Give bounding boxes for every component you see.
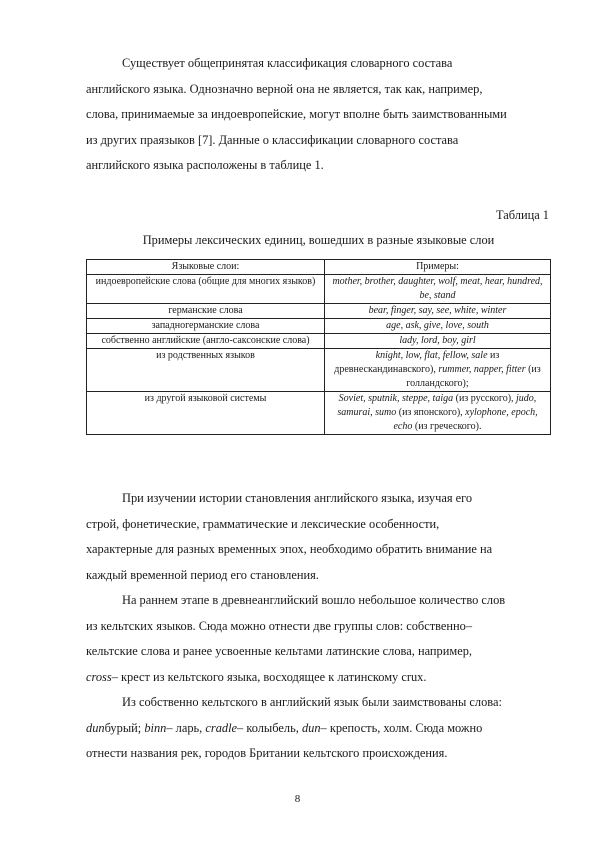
- column-header-layers: Языковые слои:: [87, 260, 325, 275]
- table-row: [87, 392, 551, 435]
- column-header-examples: Примеры:: [325, 260, 551, 275]
- text-line: характерные для разных временных эпох, необходимо обратить внимание на: [86, 542, 493, 557]
- source-language: из древнескандинавского),: [334, 350, 500, 375]
- text-line: При изучении истории становления английского языка, изучая его: [122, 491, 473, 505]
- table-row: [87, 275, 551, 304]
- text-line: слова, принимаемые за индоевропейские, могут вполне быть заимствованными: [86, 107, 507, 122]
- table-header-row: [87, 260, 551, 275]
- table-row: [87, 319, 551, 334]
- layer-cell: из другой языковой системы: [87, 392, 325, 435]
- page-number: 8: [294, 793, 301, 805]
- example-word: binn: [144, 720, 167, 735]
- text-line: английского языка расположены в таблице 1.: [86, 158, 324, 173]
- example-words: judo, samurai, sumo: [337, 393, 537, 418]
- examples-cell: bear, finger, say, see, white, winter: [325, 304, 551, 319]
- text-fragment: – крепость, холм. Сюда можно: [320, 720, 483, 735]
- intro-paragraph: [86, 51, 551, 179]
- examples-cell: age, ask, give, love, south: [325, 319, 551, 334]
- text-line: английского языка. Однозначно верной она не является, так как, например,: [86, 81, 483, 96]
- celtic-paragraph: [86, 588, 551, 690]
- example-words: xylophone, epoch, echo: [393, 407, 538, 432]
- example-words: knight, low, flat, fellow, sale: [375, 350, 488, 361]
- text-fragment: бурый;: [104, 720, 145, 735]
- text-fragment: – ларь,: [166, 720, 206, 735]
- text-line: [86, 716, 551, 742]
- source-language: (из японского),: [396, 407, 466, 418]
- text-fragment: – колыбель,: [237, 720, 302, 735]
- source-language: (из русского),: [453, 393, 517, 404]
- text-line: Из собственно кельтского в английский язык были заимствованы слова:: [122, 695, 502, 709]
- vocabulary-layers-table: [86, 259, 551, 435]
- example-word: cross: [86, 669, 112, 684]
- layer-cell: из родственных языков: [87, 349, 325, 392]
- text-fragment: – крест из кельтского языка, восходящее к латинскому crux.: [111, 669, 427, 684]
- table-label: Таблица 1: [496, 208, 549, 222]
- text-line: из других праязыков [7]. Данные о классификации словарного состава: [86, 132, 459, 147]
- table-row: [87, 304, 551, 319]
- text-line: каждый временной период его становления.: [86, 567, 319, 582]
- text-line: отнести названия рек, городов Британии кельтского происхождения.: [86, 746, 448, 761]
- text-line: Существует общепринятая классификация словарного состава: [122, 56, 453, 70]
- examples-cell: [325, 392, 551, 435]
- table-title: Примеры лексических единиц, вошедших в разные языковые слои: [142, 233, 495, 247]
- text-line: На раннем этапе в древнеанглийский вошло небольшое количество слов: [122, 593, 506, 607]
- example-words: Soviet, sputnik, steppe, taiga: [338, 393, 454, 404]
- layer-cell: индоевропейские слова (общие для многих языков): [87, 275, 325, 304]
- table-row: [87, 334, 551, 349]
- example-word: dun: [86, 720, 105, 735]
- layer-cell: германские слова: [87, 304, 325, 319]
- layer-cell: западногерманские слова: [87, 319, 325, 334]
- example-word: cradle: [205, 720, 238, 735]
- layer-cell: собственно английские (англо-саксонские слова): [87, 334, 325, 349]
- examples-cell: mother, brother, daughter, wolf, meat, hear, hundred, be, stand: [325, 275, 551, 304]
- text-line: кельтские слова и ранее усвоенные кельтами латинские слова, например,: [86, 644, 473, 659]
- celtic-words-paragraph: [86, 690, 551, 767]
- source-language: (из греческого).: [412, 421, 482, 432]
- text-line: строй, фонетические, грамматические и лексические особенности,: [86, 516, 440, 531]
- text-line: [86, 665, 551, 691]
- example-words: rummer, napper, fitter: [438, 364, 526, 375]
- table-row: [87, 349, 551, 392]
- history-paragraph: [86, 486, 551, 588]
- text-line: из кельтских языков. Сюда можно отнести две группы слов: собственно–: [86, 618, 473, 633]
- examples-cell: [325, 349, 551, 392]
- examples-cell: lady, lord, boy, girl: [325, 334, 551, 349]
- source-language: (из голландского);: [406, 364, 541, 389]
- example-word: dun: [301, 720, 321, 735]
